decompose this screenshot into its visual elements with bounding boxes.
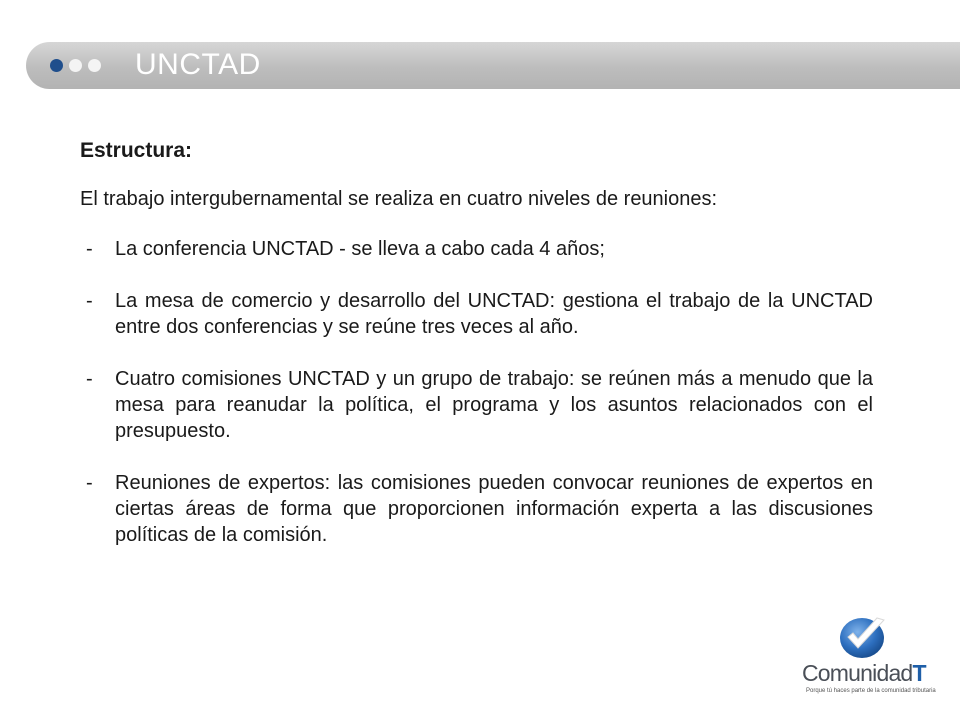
bullet-text: La mesa de comercio y desarrollo del UNCTAD: gestiona el trabajo de la UNCTAD entre dos conferencias y se reúne tres veces al año.: [115, 290, 873, 338]
comunidad-t-logo: [800, 612, 940, 696]
logo-tagline: Porque tú haces parte de la comunidad tributaria: [806, 688, 936, 694]
logo-letter: T: [912, 660, 926, 686]
bullet-item: [80, 470, 873, 548]
bullet-dash: -: [86, 472, 93, 494]
bullet-item: [80, 236, 873, 262]
bullet-text: La conferencia UNCTAD - se lleva a cabo cada 4 años;: [115, 238, 605, 260]
bullet-dash: -: [86, 238, 93, 260]
slide-title: UNCTAD: [135, 48, 261, 81]
dot-inactive: [88, 59, 101, 72]
bullet-item: [80, 288, 873, 340]
checkmark-badge-icon: [834, 612, 894, 662]
bullet-text: Cuatro comisiones UNCTAD y un grupo de trabajo: se reúnen más a menudo que la mesa para reanudar la política, el programa y los asuntos relacionados con el presupuesto.: [115, 368, 873, 442]
slide-content: [80, 138, 873, 574]
bullet-dash: -: [86, 290, 93, 312]
bullet-dash: -: [86, 368, 93, 390]
section-heading: Estructura:: [80, 139, 193, 162]
dot-inactive: [69, 59, 82, 72]
bullet-text: Reuniones de expertos: las comisiones pueden convocar reuniones de expertos en ciertas áreas de forma que proporcionen información experta a las discusiones políticas de la comisión.: [115, 472, 873, 546]
intro-paragraph: El trabajo intergubernamental se realiza en cuatro niveles de reuniones:: [80, 188, 718, 210]
bullet-item: [80, 366, 873, 444]
dot-active: [50, 59, 63, 72]
logo-wordmark: [802, 660, 926, 687]
logo-word: Comunidad: [802, 660, 913, 686]
